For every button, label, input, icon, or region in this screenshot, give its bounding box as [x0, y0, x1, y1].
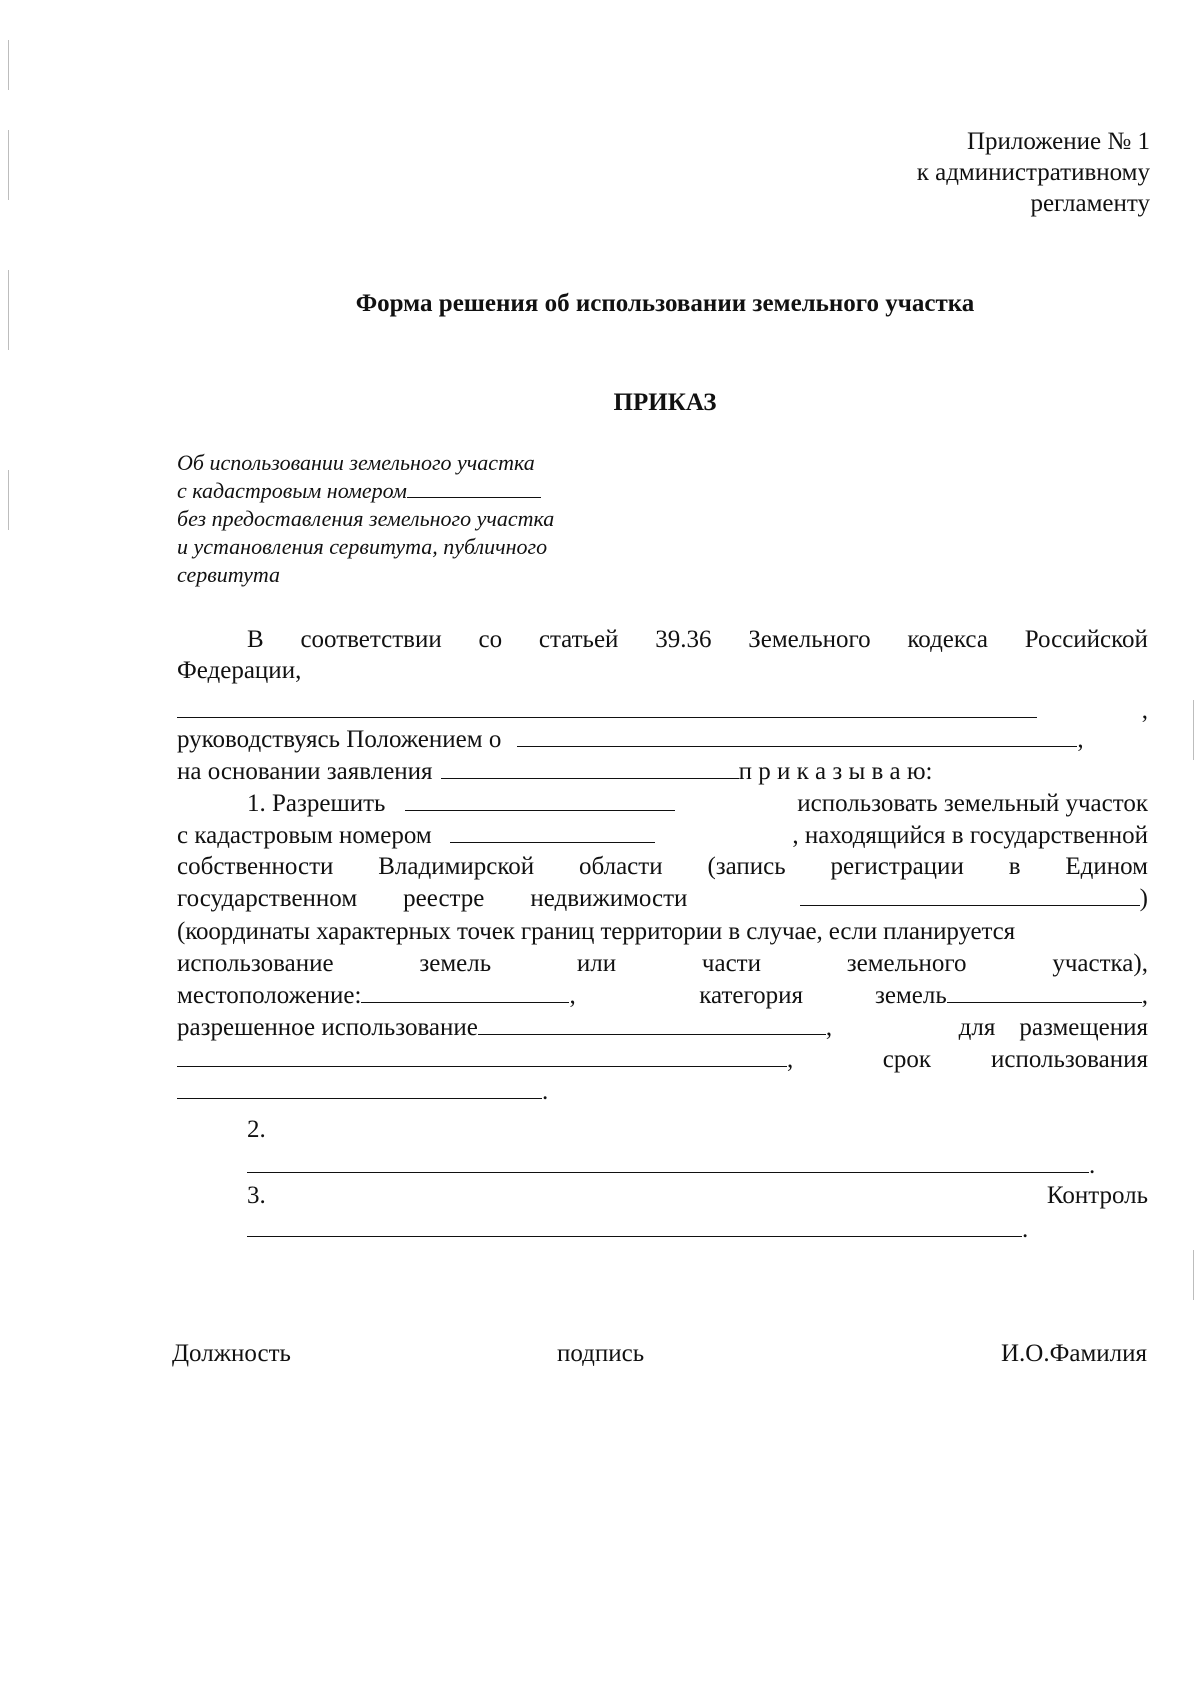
comma: ,	[1077, 726, 1084, 753]
word: Владимирской	[378, 853, 535, 880]
word: соответствии	[300, 626, 442, 653]
appendix-line-3: регламенту	[1030, 190, 1150, 217]
item1-line-1	[177, 788, 1148, 820]
item3-line-2	[247, 1214, 1028, 1246]
basis-line	[177, 756, 933, 788]
word: 39.36	[655, 626, 712, 653]
form-title: Форма решения об использовании земельного участка	[355, 290, 975, 317]
appendix-line-1: Приложение № 1	[966, 128, 1150, 155]
item3-number: 3.	[247, 1182, 266, 1209]
blank-line-row	[177, 695, 1148, 727]
period: .	[1089, 1152, 1096, 1179]
word: (запись	[707, 853, 786, 880]
word: государственном	[177, 885, 358, 912]
location-label: местоположение:	[177, 982, 362, 1009]
signature-sign: подпись	[557, 1340, 645, 1367]
item1-permit: 1. Разрешить	[247, 790, 386, 817]
item2-line	[247, 1150, 1095, 1182]
word: Российской	[1024, 626, 1148, 653]
item1-line-6	[177, 948, 1148, 980]
word: использование	[177, 950, 334, 977]
comma: ,	[1141, 982, 1148, 1009]
word: регистрации	[830, 853, 964, 880]
item1-line-2	[177, 820, 1148, 852]
subject-line-3: без предоставления земельного участка	[177, 506, 555, 531]
blank-field	[177, 695, 1037, 718]
item1-line-4	[177, 883, 1148, 915]
scan-artifact	[1193, 700, 1194, 760]
permitted-use-label: разрешенное использование	[177, 1014, 478, 1041]
placement-purpose-blank	[177, 1044, 787, 1067]
control-label: Контроль	[1046, 1182, 1148, 1209]
period: .	[542, 1078, 549, 1105]
signature-name: И.О.Фамилия	[1000, 1340, 1147, 1367]
cadastral-number-blank	[450, 820, 655, 843]
item1-line-10	[177, 1076, 548, 1108]
subject-line-4: и установления сервитута, публичного	[177, 534, 548, 559]
use-label: использования	[991, 1046, 1148, 1073]
order-subject	[177, 449, 554, 589]
word: или	[576, 950, 617, 977]
usage-term-blank	[177, 1076, 542, 1099]
item1-line-7	[177, 980, 1148, 1012]
regulation-blank	[517, 724, 1077, 747]
item2-number: 2.	[247, 1116, 266, 1143]
word: статьей	[538, 626, 619, 653]
intro-line-1	[177, 624, 1148, 656]
comma: ,	[787, 1046, 794, 1073]
word: недвижимости	[530, 885, 688, 912]
word: земельного	[846, 950, 967, 977]
word: реестре	[403, 885, 485, 912]
word: со	[478, 626, 503, 653]
word: в	[1008, 853, 1021, 880]
basis-text: на основании заявления	[177, 758, 433, 785]
order-title: ПРИКАЗ	[613, 389, 717, 416]
signature-position: Должность	[172, 1340, 291, 1367]
intro-line-2: Федерации,	[177, 657, 302, 684]
item1-line-8	[177, 1012, 1148, 1044]
location-blank	[361, 980, 569, 1003]
item1-line-5: (координаты характерных точек границ территории в случае, если планируется	[177, 918, 1016, 945]
scan-artifact	[8, 40, 9, 90]
word: участка),	[1052, 950, 1148, 977]
comma: ,	[825, 1014, 833, 1041]
word: земель	[419, 950, 492, 977]
comma: ,	[569, 982, 576, 1009]
item1-line-9	[177, 1044, 1148, 1076]
word: Едином	[1065, 853, 1148, 880]
scan-artifact	[8, 470, 9, 530]
lands-label: земель	[874, 982, 947, 1009]
order-word: п р и к а з ы в а ю:	[738, 758, 933, 785]
appendix-line-2: к административному	[916, 159, 1150, 186]
comma: ,	[1141, 697, 1148, 724]
item3-blank	[247, 1214, 1022, 1237]
item1-use-text: использовать земельный участок	[797, 790, 1148, 817]
term-label: срок	[882, 1046, 932, 1073]
guided-by-text: руководствуясь Положением о	[177, 726, 502, 753]
word: В	[247, 626, 264, 653]
close-paren: )	[1139, 885, 1148, 912]
placement-label: размещения	[1019, 1014, 1148, 1041]
for-label: для	[958, 1014, 996, 1041]
period: .	[1022, 1216, 1029, 1243]
registry-record-blank	[800, 883, 1140, 906]
land-category-blank	[947, 980, 1142, 1003]
application-blank	[441, 756, 739, 779]
subject-line-2	[177, 477, 554, 505]
word: собственности	[177, 853, 334, 880]
applicant-blank	[405, 788, 675, 811]
subject-line-1: Об использовании земельного участка	[177, 450, 535, 475]
word: кодекса	[907, 626, 988, 653]
word: части	[701, 950, 761, 977]
subject-line-5: сервитута	[177, 562, 281, 587]
cadastral-blank	[407, 477, 541, 498]
scan-artifact	[1193, 1250, 1194, 1300]
item3-line-1	[247, 1180, 1148, 1212]
word: Земельного	[748, 626, 871, 653]
cadastral-text: с кадастровым номером	[177, 822, 432, 849]
appendix-note	[917, 126, 1150, 219]
guided-by-line	[177, 724, 1148, 756]
item2-blank	[247, 1150, 1089, 1173]
word: области	[579, 853, 663, 880]
permitted-use-blank	[478, 1012, 826, 1035]
category-label: категория	[699, 982, 803, 1009]
scan-artifact	[8, 130, 9, 200]
located-text: , находящийся в государственной	[792, 822, 1148, 849]
subject-line-2-text: с кадастровым номером	[177, 478, 407, 503]
item1-line-3	[177, 851, 1148, 883]
